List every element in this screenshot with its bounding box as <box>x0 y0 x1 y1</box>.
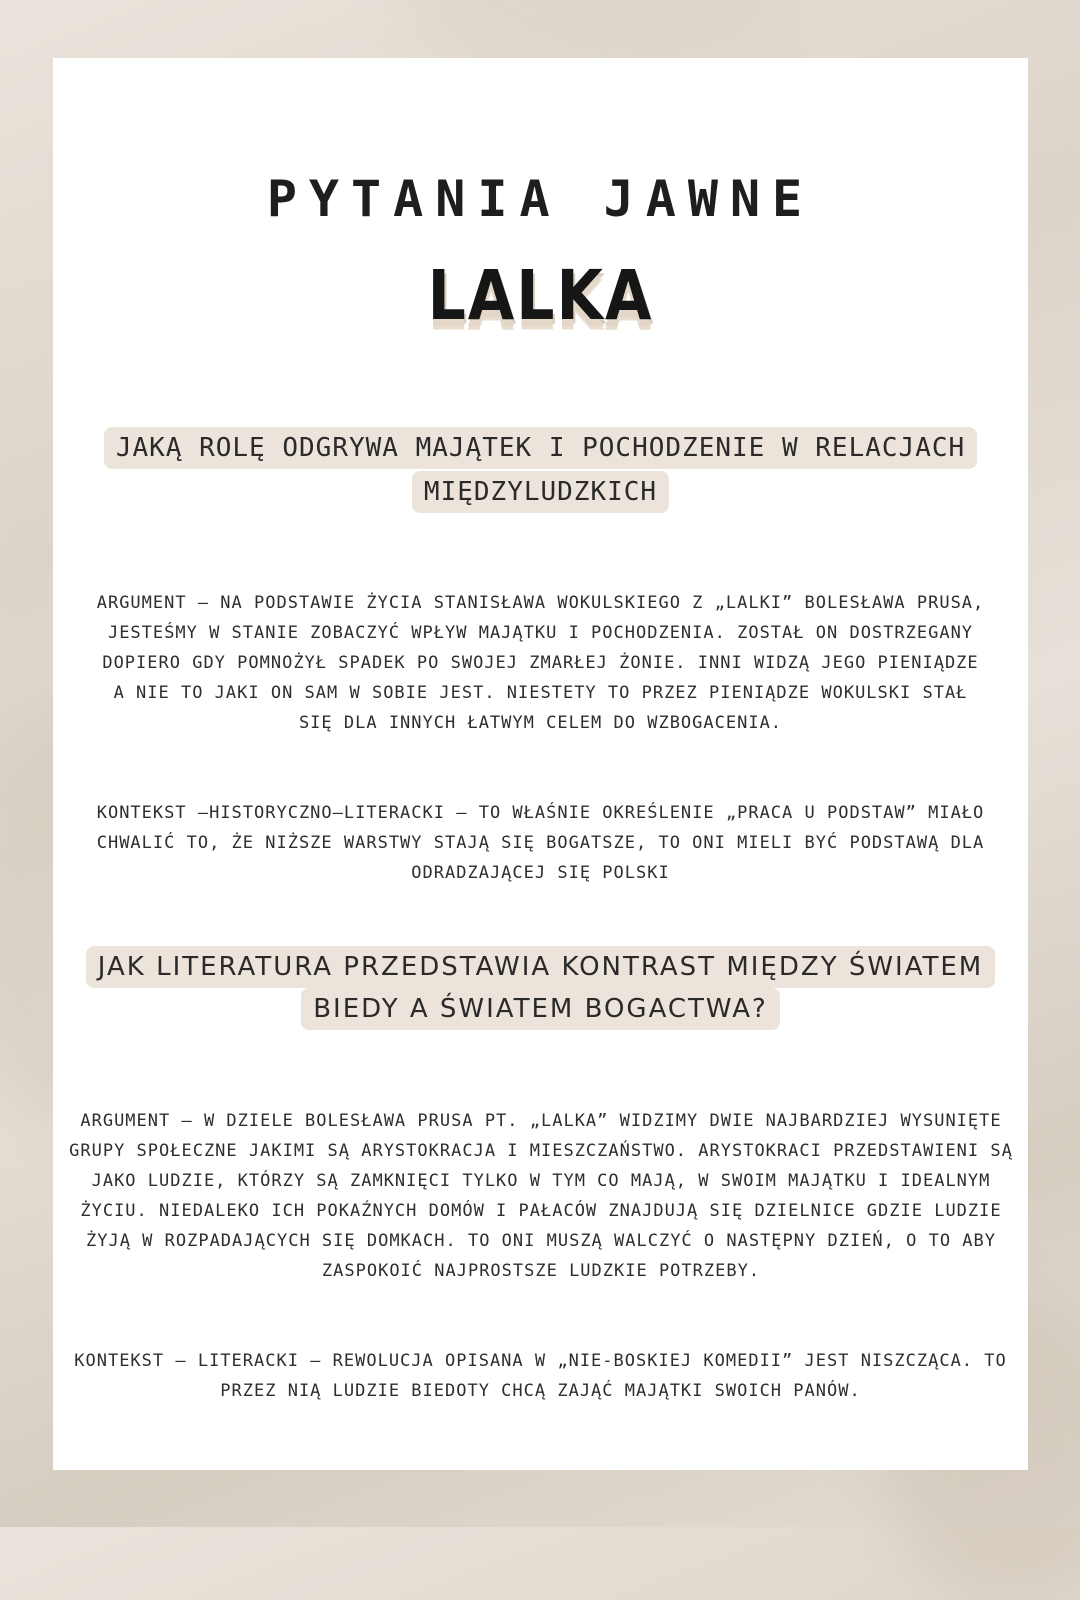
context-2: KONTEKST – LITERACKI – REWOLUCJA OPISANA W „NIE-BOSKIEJ KOMEDII” JEST NISZCZĄCA. TO PRZEZ NIĄ LUDZIE BIEDOTY CHCĄ ZAJĄĆ MAJĄTKI SWOICH PANÓW. <box>74 1351 1007 1401</box>
question-2-text: JAK LITERATURA PRZEDSTAWIA KONTRAST MIĘDZY ŚWIATEM BIEDY A ŚWIATEM BOGACTWA? <box>86 946 995 1030</box>
logo-container <box>53 255 1028 337</box>
question-1 <box>53 426 1028 514</box>
document-page <box>53 58 1028 1470</box>
argument-2: ARGUMENT – W DZIELE BOLESŁAWA PRUSA PT. „LALKA” WIDZIMY DWIE NAJBARDZIEJ WYSUNIĘTE GRUPY SPOŁECZNE JAKIMI SĄ ARYSTOKRACJA I MIESZCZAŃSTWO. ARYSTOKRACI PRZEDSTAWIENI SĄ JAKO LUDZIE, KTÓRZY SĄ ZAMKNIĘCI TYLKO W TYM CO MAJĄ, W SWOIM MAJĄTKU I IDEALNYM ŻYCIU. NIEDALEKO ICH POKAŹNYCH DOMÓW I PAŁACÓW ZNAJDUJĄ SIĘ DZIELNICE GDZIE LUDZIE ŻYJĄ W ROZPADAJĄCYCH SIĘ DOMKACH. TO ONI MUSZĄ WALCZYĆ O NASTĘPNY DZIEŃ, O TO ABY ZASPOKOIĆ NAJPROSTSZE LUDZKIE POTRZEBY. <box>69 1111 1013 1281</box>
lalka-logo: LALKA <box>427 255 654 337</box>
argument-1: ARGUMENT – NA PODSTAWIE ŻYCIA STANISŁAWA WOKULSKIEGO Z „LALKI” BOLESŁAWA PRUSA, JESTEŚMY W STANIE ZOBACZYĆ WPŁYW MAJĄTKU I POCHODZENIA. ZOSTAŁ ON DOSTRZEGANY DOPIERO GDY POMNOŻYŁ SPADEK PO SWOJEJ ZMARŁEJ ŻONIE. INNI WIDZĄ JEGO PIENIĄDZE A NIE TO JAKI ON SAM W SOBIE JEST. NIESTETY TO PRZEZ PIENIĄDZE WOKULSKI STAŁ SIĘ DLA INNYCH ŁATWYM CELEM DO WZBOGACENIA. <box>96 593 985 733</box>
question-2 <box>53 946 1028 1030</box>
page-title: PYTANIA JAWNE <box>266 170 815 228</box>
context-1: KONTEKST –HISTORYCZNO–LITERACKI – TO WŁAŚNIE OKREŚLENIE „PRACA U PODSTAW” MIAŁO CHWALIĆ TO, ŻE NIŻSZE WARSTWY STAJĄ SIĘ BOGATSZE, TO ONI MIELI BYĆ PODSTAWĄ DLA ODRADZAJĄCEJ SIĘ POLSKI <box>96 803 985 883</box>
question-1-text: JAKĄ ROLĘ ODGRYWA MAJĄTEK I POCHODZENIE W RELACJACH MIĘDZYLUDZKICH <box>104 427 977 513</box>
